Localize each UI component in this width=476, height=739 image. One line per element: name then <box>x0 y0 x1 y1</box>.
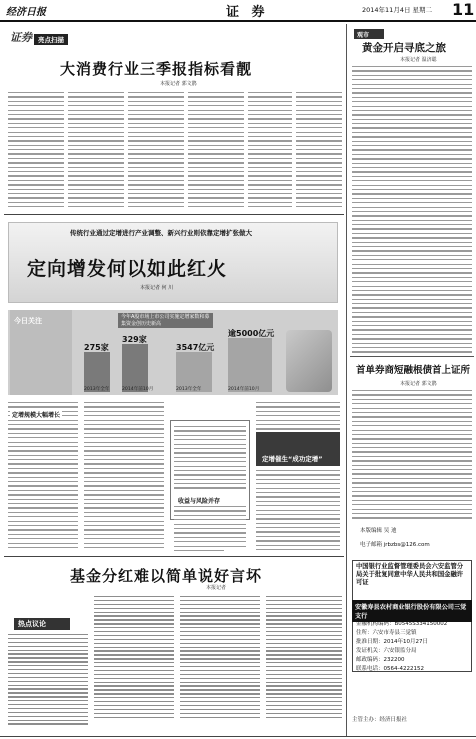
article-tag: 亮点扫描 <box>34 34 68 45</box>
right-column-byline-2: 本报记者 郭文鹃 <box>400 381 437 387</box>
column-divider <box>346 24 347 736</box>
coins-illustration <box>286 330 332 392</box>
section-logo: 证券 <box>10 31 32 44</box>
editor-email: 电子邮箱 jrbzbs@126.com <box>360 542 430 548</box>
editor-credit: 本版编辑 吴 迪 <box>360 528 397 534</box>
notice-line: 批准日期：2014年10月27日 <box>356 639 428 645</box>
feature-body-column <box>174 506 246 552</box>
subhead-risk: 收益与风险并存 <box>178 498 221 505</box>
stat-year: 2014年前10月 <box>228 387 260 392</box>
notice-line: 住所：六安市寿县三觉镇 <box>356 630 417 636</box>
right-column-title: 黄金开启寻底之旅 <box>362 42 446 54</box>
article-body-column <box>8 92 64 210</box>
article-body-column <box>68 92 124 210</box>
article-byline: 本报记者 郭文鹃 <box>160 81 197 87</box>
inset-text <box>174 426 246 492</box>
masthead-date: 2014年11月4日 星期二 <box>362 6 433 14</box>
feature-body-column <box>256 402 340 432</box>
section-rule <box>350 356 474 357</box>
masthead-section: 证 券 <box>226 5 269 20</box>
article-body-column <box>296 92 342 210</box>
subhead-scale: 定增规模大幅增长 <box>12 412 61 419</box>
bottom-article-byline: 本报记者 <box>206 585 227 591</box>
right-column-tag: 观市 <box>354 29 384 39</box>
subhead-causes: 定增催生“成功定增” <box>262 455 323 463</box>
feature-body-column <box>84 402 164 550</box>
feature-body-column <box>8 402 78 550</box>
bottom-body-column <box>266 596 342 734</box>
notice-line: 邮政编码：232200 <box>356 657 405 663</box>
infographic-label: 今日关注 <box>14 317 42 325</box>
masthead-rule <box>0 20 476 22</box>
right-column-body <box>352 66 472 354</box>
masthead-brand: 经济日报 <box>6 7 46 18</box>
bottom-article-title: 基金分红难以简单说好言坏 <box>70 567 263 585</box>
banner-title: 定向增发何以如此红火 <box>27 258 228 280</box>
footer-credit: 主管主办：经济日报社 <box>352 717 408 723</box>
bottom-article-tag: 热点议论 <box>14 618 70 630</box>
notice-line: 发证机关：六安银监分局 <box>356 648 417 654</box>
bottom-body-column <box>180 596 260 734</box>
section-rule <box>4 214 344 215</box>
stat-value: 逾5000亿元 <box>228 329 275 338</box>
article-body-column <box>248 92 292 210</box>
stat-bar <box>228 338 272 392</box>
infographic-caption: 今年A股市场上市公司实施定增家数和募集资金创历史新高 <box>118 313 213 328</box>
banner-kicker: 传统行业通过定增进行产业调整、新兴行业则依靠定增扩张做大 <box>70 229 252 237</box>
notice-heading: 中国银行业监督管理委员会六安监管分局关于批复同意中华人民共和国金融许可证 <box>356 563 464 586</box>
article-body-column <box>188 92 244 210</box>
stat-year: 2013年全年 <box>84 387 110 392</box>
stat-value: 275家 <box>84 343 109 352</box>
right-column-byline: 本报记者 温济聪 <box>400 57 437 63</box>
banner-byline: 本报记者 何 川 <box>140 285 174 291</box>
article-body-column <box>128 92 184 210</box>
bottom-body-column <box>8 634 88 734</box>
stat-value: 3547亿元 <box>176 343 215 352</box>
stat-year: 2014年前10月 <box>122 387 154 392</box>
stat-year: 2013年全年 <box>176 387 202 392</box>
stat-bar <box>122 344 148 392</box>
footer-rule <box>0 736 476 737</box>
section-rule <box>4 556 344 557</box>
right-column-body-2 <box>352 390 472 520</box>
right-column-title-2: 首单券商短融根债首上证所 <box>356 365 471 376</box>
article-title: 大消费行业三季报指标看靓 <box>60 60 253 78</box>
notice-line: 联系电话：0564-4222152 <box>356 666 424 672</box>
bottom-body-column <box>94 596 174 734</box>
masthead-page-number: 11 <box>452 0 475 19</box>
feature-body-column <box>256 470 340 552</box>
notice-line: 金融机构编码：B0545S334150002 <box>356 621 448 627</box>
stat-value: 329家 <box>122 335 147 344</box>
notice-subheading: 安徽寿县农村商业银行股份有限公司三觉支行 <box>352 600 472 622</box>
